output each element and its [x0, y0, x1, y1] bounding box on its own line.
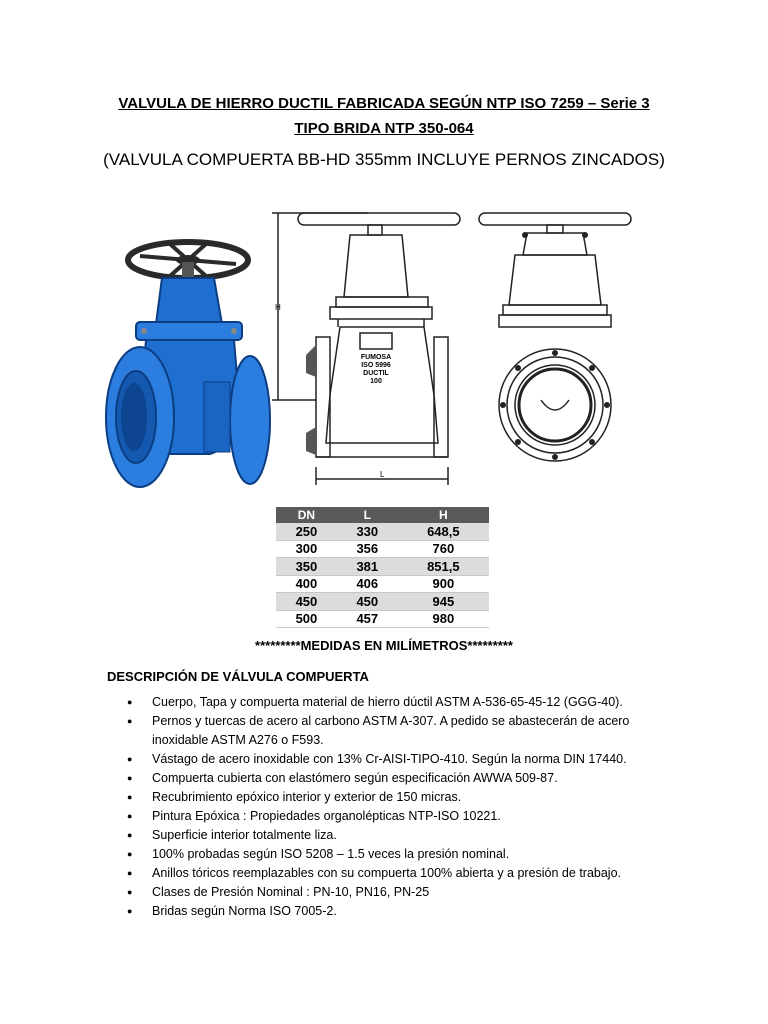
- header-l: L: [337, 507, 398, 523]
- cell-h: 945: [398, 593, 489, 611]
- cell-l: 457: [337, 610, 398, 628]
- cell-h: 851,5: [398, 558, 489, 576]
- cell-h: 760: [398, 540, 489, 558]
- cell-dn: 450: [276, 593, 337, 611]
- list-item: ● 100% probadas según ISO 5208 – 1.5 veces la presión nominal.: [127, 845, 647, 864]
- list-item: ● Vástago de acero inoxidable con 13% Cr-AISI-TIPO-410. Según la norma DIN 17440.: [127, 750, 647, 769]
- document-title-line1: VALVULA DE HIERRO DUCTIL FABRICADA SEGÚN NTP ISO 7259 – Serie 3: [118, 95, 650, 112]
- dim-l-label: L: [380, 470, 385, 479]
- table-row: [276, 593, 489, 611]
- cell-dn: 500: [276, 610, 337, 628]
- marking-line-3: DUCTIL: [363, 370, 389, 377]
- cell-l: 356: [337, 540, 398, 558]
- cell-l: 381: [337, 558, 398, 576]
- cell-h: 648,5: [398, 523, 489, 540]
- list-item: ● Compuerta cubierta con elastómero según especificación AWWA 509-87.: [127, 769, 647, 788]
- list-item: ● Superficie interior totalmente liza.: [127, 826, 647, 845]
- list-item: ● Anillos tóricos reemplazables con su compuerta 100% abierta y a presión de trabajo.: [127, 864, 647, 883]
- cell-l: 450: [337, 593, 398, 611]
- cell-l: 406: [337, 575, 398, 593]
- cell-h: 980: [398, 610, 489, 628]
- section-title: DESCRIPCIÓN DE VÁLVULA COMPUERTA: [107, 669, 369, 684]
- cell-dn: 350: [276, 558, 337, 576]
- dimensions-table: [276, 507, 489, 628]
- table-row: [276, 523, 489, 540]
- document-title-line2: TIPO BRIDA NTP 350-064: [294, 120, 474, 137]
- marking-line-2: ISO 5996: [361, 362, 391, 369]
- cell-l: 330: [337, 523, 398, 540]
- table-row: [276, 575, 489, 593]
- cell-dn: 400: [276, 575, 337, 593]
- valve-side-drawing: [475, 205, 635, 465]
- list-item: ● Bridas según Norma ISO 7005-2.: [127, 902, 647, 921]
- marking-line-4: 100: [370, 378, 382, 385]
- table-row: [276, 540, 489, 558]
- table-row: [276, 558, 489, 576]
- marking-line-1: FUMOSA: [360, 354, 392, 361]
- list-item: ● Pintura Epóxica : Propiedades organolépticas NTP-ISO 10221.: [127, 807, 647, 826]
- cell-h: 900: [398, 575, 489, 593]
- cell-dn: 250: [276, 523, 337, 540]
- list-item: ● Cuerpo, Tapa y compuerta material de hierro dúctil ASTM A-536-65-45-12 (GGG-40).: [127, 693, 647, 712]
- table-header-row: [276, 507, 489, 523]
- table-row: [276, 610, 489, 628]
- list-item: ● Pernos y tuercas de acero al carbono ASTM A-307. A pedido se abastecerán de acero inoxidable ASTM A276 o F593.: [127, 712, 647, 750]
- valve-front-drawing: [268, 205, 468, 495]
- list-item: ● Clases de Presión Nominal : PN-10, PN16, PN-25: [127, 883, 647, 902]
- description-list: [127, 693, 647, 921]
- list-item: ● Recubrimiento epóxico interior y exterior de 150 micras.: [127, 788, 647, 807]
- header-h: H: [398, 507, 489, 523]
- header-dn: DN: [276, 507, 337, 523]
- units-note: *********MEDIDAS EN MILÍMETROS*********: [255, 638, 513, 653]
- document-subtitle: (VALVULA COMPUERTA BB-HD 355mm INCLUYE PERNOS ZINCADOS): [103, 150, 665, 169]
- cell-dn: 300: [276, 540, 337, 558]
- dim-h-label: H: [275, 303, 281, 312]
- valve-photo: [100, 232, 280, 494]
